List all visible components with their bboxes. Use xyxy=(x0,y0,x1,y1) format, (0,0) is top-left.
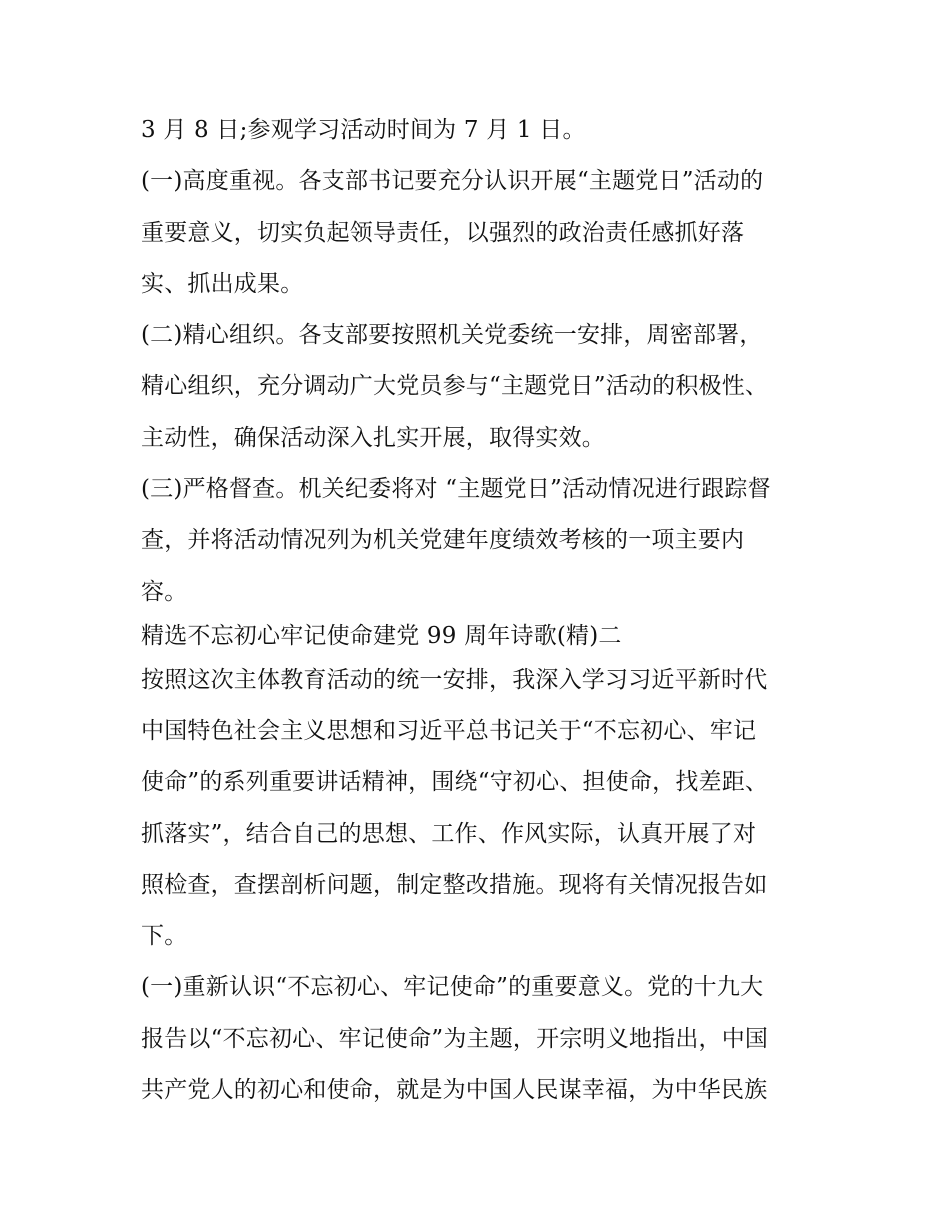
text-line: 抓落实”，结合自己的思想、工作、作风实际，认真开展了对 xyxy=(141,820,757,847)
text-line: 共产党人的初心和使命，就是为中国人民谋幸福，为中华民族 xyxy=(141,1077,768,1104)
text-line: 下。 xyxy=(141,923,188,950)
text-line: (一)重新认识“不忘初心、牢记使命”的重要意义。党的十九大 xyxy=(141,974,764,1001)
text-line: (二)精心组织。各支部要按照机关党委统一安排，周密部署， xyxy=(141,322,763,349)
text-line: 照检查，查摆剖析问题，制定整改措施。现将有关情况报告如 xyxy=(141,871,768,898)
text-line: 精心组织，充分调动广大党员参与“主题党日”活动的积极性、 xyxy=(141,373,769,400)
text-line: 3 月 8 日;参观学习活动时间为 7 月 1 日。 xyxy=(141,117,586,143)
text-line: 重要意义，切实负起领导责任，以强烈的政治责任感抓好落 xyxy=(141,219,745,246)
text-line: (三)严格督查。机关纪委将对 “主题党日”活动情况进行跟踪督 xyxy=(141,476,771,503)
text-line: 报告以“不忘初心、牢记使命”为主题，开宗明义地指出，中国 xyxy=(141,1025,769,1052)
text-line: 中国特色社会主义思想和习近平总书记关于“不忘初心、牢记 xyxy=(141,717,757,744)
document-body xyxy=(141,113,821,1124)
section-heading: 精选不忘初心牢记使命建党 99 周年诗歌(精)二 xyxy=(141,622,622,649)
text-line: 主动性，确保活动深入扎实开展，取得实效。 xyxy=(141,424,605,451)
text-line: 使命”的系列重要讲话精神，围绕“守初心、担使命，找差距、 xyxy=(141,769,769,796)
text-line: (一)高度重视。各支部书记要充分认识开展“主题党日”活动的 xyxy=(141,168,764,195)
text-line: 容。 xyxy=(141,578,188,605)
text-line: 按照这次主体教育活动的统一安排，我深入学习习近平新时代 xyxy=(141,666,768,693)
text-line: 实、抓出成果。 xyxy=(141,270,304,297)
text-line: 查，并将活动情况列为机关党建年度绩效考核的一项主要内 xyxy=(141,527,745,554)
